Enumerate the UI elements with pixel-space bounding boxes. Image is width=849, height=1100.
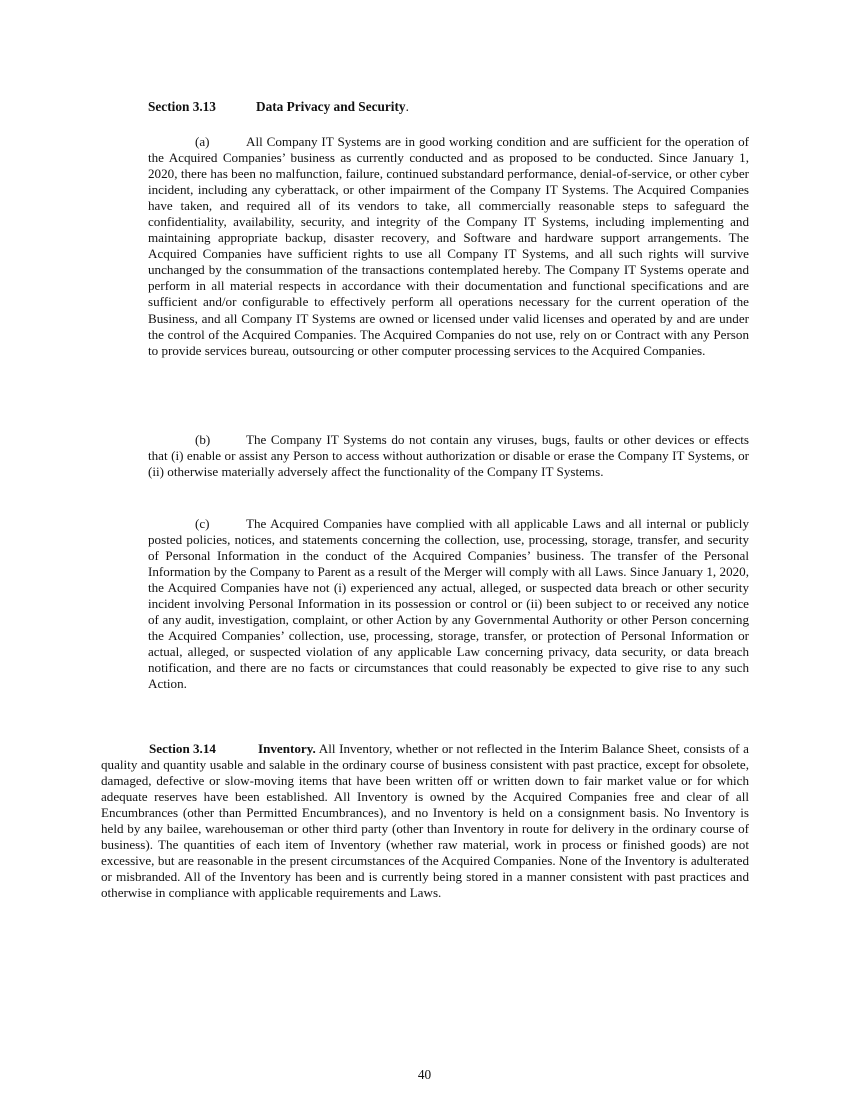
- paragraph-a-text: All Company IT Systems are in good working condition and are sufficient for the operation of the Acquired Companies’ business as currently conducted and as proposed to be conducted. Since January 1, 2020, there has been no malfunction, failure, continued substandard performance, denial-of-service, or other cyber incident, including any cyberattack, or other impairment of the Company IT Systems. The Acquired Companies have taken, and required all of its vendors to take, all commercially reasonable steps to safeguard the confidentiality, availability, security, and integrity of the Company IT Systems, including implementing and maintaining appropriate backup, disaster recovery, and Software and hardware support arrangements. The Acquired Companies have sufficient rights to use all Company IT Systems, and all such rights will survive unchanged by the consummation of the transactions contemplated hereby. The Company IT Systems operate and perform in all material respects in accordance with their documentation and functional specifications and are sufficient and/or configurable to effectively perform all operations necessary for the current operation of the Business, and all Company IT Systems are owned or licensed under valid licenses and operated by and are under the control of the Acquired Companies. The Acquired Companies do not use, rely on or Contract with any Person to provide services bureau, outsourcing or other computer processing services to the Acquired Companies.: [148, 134, 749, 358]
- section-3-14-text: All Inventory, whether or not reflected in the Interim Balance Sheet, consists of a quality and quantity usable and salable in the ordinary course of business consistent with past practice, except for obsolete, damaged, defective or slow-moving items that have been written off or written down to fair market value or for which adequate reserves have been established. All Inventory is owned by the Acquired Companies free and clear of all Encumbrances (other than Permitted Encumbrances), and no Inventory is held on a consignment basis. No Inventory is held by any bailee, warehouseman or other third party (other than Inventory in route for delivery in the ordinary course of business). The quantities of each item of Inventory (whether raw material, work in process or finished goods) are not excessive, but are reasonable in the present circumstances of the Acquired Companies. None of the Inventory is adulterated or misbranded. All of the Inventory has been and is currently being stored in a manner consistent with past practices and otherwise in compliance with applicable requirements and Laws.: [101, 741, 749, 901]
- paragraph-b-text: The Company IT Systems do not contain any viruses, bugs, faults or other devices or effects that (i) enable or assist any Person to access without authorization or disable or erase the Company IT Systems, or (ii) otherwise materially adversely affect the functionality of the Company IT Systems.: [148, 432, 749, 480]
- section-3-14-number: Section 3.14: [149, 741, 216, 756]
- paragraph-c-label: (c): [195, 516, 210, 531]
- section-3-13-paragraph-c: [148, 516, 749, 693]
- paragraph-c-text: The Acquired Companies have complied with all applicable Laws and all internal or publicly posted policies, notices, and statements concerning the collection, use, processing, storage, transfer, and security of Personal Information in the conduct of the Acquired Companies’ business. The transfer of the Personal Information by the Company to Parent as a result of the Merger will comply with all Laws. Since January 1, 2020, the Acquired Companies have not (i) experienced any actual, alleged, or suspected data breach or other security incident involving Personal Information in its possession or control or (ii) been subject to or received any notice of any audit, investigation, complaint, or other Action by any Governmental Authority or other Person concerning the Acquired Companies’ collection, use, processing, storage, transfer, or protection of Personal Information or actual, alleged, or suspected violation of any applicable Law concerning privacy, data security, or data breach notification, and there are no facts or circumstances that could reasonably be expected to give rise to any such Action.: [148, 516, 749, 692]
- section-3-13-heading: [148, 99, 409, 115]
- section-3-13-title: Data Privacy and Security: [256, 99, 406, 114]
- section-3-14-paragraph: [101, 741, 749, 901]
- paragraph-b-label: (b): [195, 432, 211, 447]
- page-number: 40: [417, 1067, 432, 1082]
- section-3-13-paragraph-b: [148, 432, 749, 480]
- paragraph-a-label: (a): [195, 134, 210, 149]
- section-3-13-title-punct: .: [405, 99, 409, 114]
- section-3-14-title: Inventory.: [258, 741, 316, 756]
- section-3-13-paragraph-a: [148, 134, 749, 359]
- section-3-13-number: Section 3.13: [148, 99, 216, 114]
